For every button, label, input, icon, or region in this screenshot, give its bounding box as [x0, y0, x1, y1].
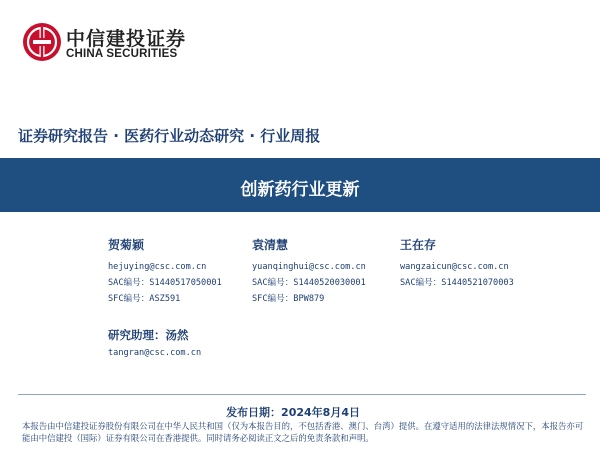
footer-divider: [18, 394, 586, 395]
assistant-email[interactable]: tangran@csc.com.cn: [108, 348, 202, 358]
analyst-sfc-id: SFC编号：BPW879: [252, 294, 325, 304]
analyst-card: [252, 236, 366, 307]
china-securities-logo-icon: [22, 22, 62, 62]
analyst-sac-id: SAC编号：S1440520030001: [252, 278, 366, 288]
analyst-card: [108, 236, 222, 307]
report-title: 创新药行业更新: [240, 180, 360, 200]
analyst-sac-id: SAC编号：S1440521070003: [400, 278, 514, 288]
research-assistant: [108, 327, 201, 358]
analyst-sac-id: SAC编号：S1440517050001: [108, 278, 222, 288]
disclaimer-text: 本报告由中信建投证券股份有限公司在中华人民共和国（仅为本报告目的，不包括香港、澳门、台湾）提供。在遵守适用的法律法规情况下，本报告亦可能由中信建投（国际）证券有限公司在香港提供。同时请务必阅读正文之后的免责条款和声明。: [22, 421, 584, 443]
analyst-name: 贺菊颖: [108, 238, 145, 252]
report-type-line: 证券研究报告 · 医药行业动态研究 · 行业周报: [18, 127, 321, 145]
analyst-email[interactable]: wangzaicun@csc.com.cn: [400, 262, 509, 272]
analyst-email[interactable]: yuanqinghui@csc.com.cn: [252, 262, 366, 272]
analyst-name: 王在存: [400, 238, 437, 252]
analyst-sfc-id: SFC编号：ASZ591: [108, 294, 181, 304]
assistant-label: 研究助理：汤然: [108, 328, 189, 342]
publication-date: 发布日期：2024年8月4日: [226, 406, 360, 419]
company-logo: [22, 20, 194, 66]
analyst-name: 袁清慧: [252, 238, 289, 252]
company-name-en: CHINA SECURITIES: [66, 48, 178, 60]
analyst-email[interactable]: hejuying@csc.com.cn: [108, 262, 207, 272]
analyst-card: [400, 236, 514, 291]
title-banner: [0, 158, 600, 212]
company-name-cn: 中信建投证券: [66, 28, 187, 50]
